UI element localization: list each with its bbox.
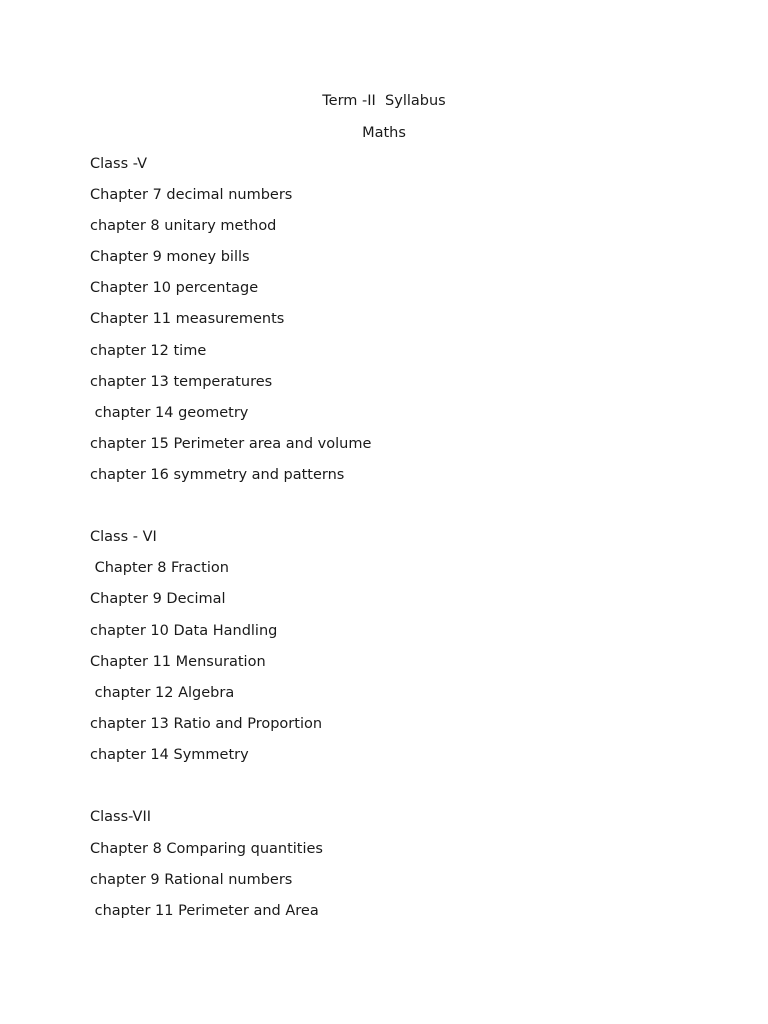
chapter-line: Chapter 9 money bills bbox=[90, 249, 250, 265]
subject-heading: Maths bbox=[362, 125, 406, 141]
chapter-line: Chapter 8 Comparing quantities bbox=[90, 841, 323, 857]
chapter-line: Chapter 7 decimal numbers bbox=[90, 187, 293, 203]
chapter-line: chapter 11 Perimeter and Area bbox=[90, 903, 319, 919]
chapter-line: chapter 9 Rational numbers bbox=[90, 872, 293, 888]
chapter-line: chapter 10 Data Handling bbox=[90, 623, 278, 639]
chapter-line: chapter 12 time bbox=[90, 343, 207, 359]
chapter-line: chapter 8 unitary method bbox=[90, 218, 277, 234]
class-v-heading: Class -V bbox=[90, 156, 148, 172]
chapter-line: Chapter 11 measurements bbox=[90, 311, 285, 327]
chapter-line: chapter 12 Algebra bbox=[90, 685, 235, 701]
chapter-line: chapter 13 temperatures bbox=[90, 374, 273, 390]
chapter-line: chapter 15 Perimeter area and volume bbox=[90, 436, 372, 452]
chapter-line: Chapter 9 Decimal bbox=[90, 591, 226, 607]
chapter-line: chapter 14 geometry bbox=[90, 405, 249, 421]
class-vii-heading: Class-VII bbox=[90, 809, 152, 825]
chapter-line: Chapter 8 Fraction bbox=[90, 560, 229, 576]
chapter-line: Chapter 11 Mensuration bbox=[90, 654, 266, 670]
document-title: Term -II Syllabus bbox=[322, 93, 446, 109]
class-vi-heading: Class - VI bbox=[90, 529, 157, 545]
chapter-line: chapter 14 Symmetry bbox=[90, 747, 249, 763]
chapter-line: Chapter 10 percentage bbox=[90, 280, 259, 296]
chapter-line: chapter 16 symmetry and patterns bbox=[90, 467, 345, 483]
chapter-line: chapter 13 Ratio and Proportion bbox=[90, 716, 323, 732]
